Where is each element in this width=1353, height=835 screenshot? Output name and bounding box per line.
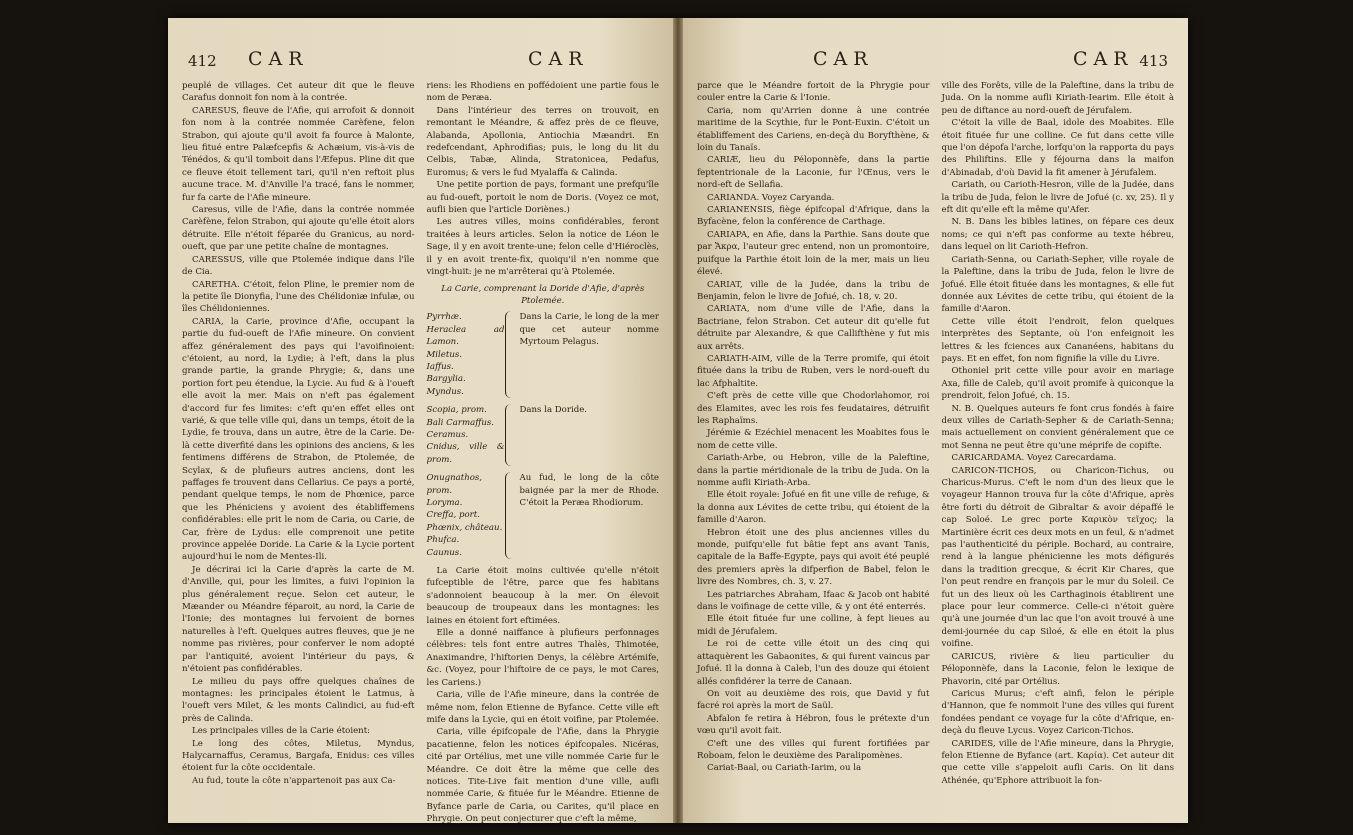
group-description: Au fud, le long de la côte baignée par la mer de Rhode. C'étoit la Peræa Rhodiorum. <box>519 473 659 508</box>
paragraph: Les principales villes de la Carie étoient: <box>192 726 371 737</box>
paragraph: CARIA, la Carie, province d'Afie, occupant la partie du fud-oueft de l'Afie mineure. On convient affez généralement des pays qui l'avoifinoient: c'étoient, au nord, la Lydie; à l'eft, dans la plus grande partie, la grande Phrygie; &, dans une portion fort peu étendue, la Lycie. Au fud & à l'oueft elle avoit la mer. Mais on n'eft pas également d'accord fur fes limites: c'eft qu'en effet elles ont varié, & que telle ville qui, dans un temps, étoit de la Lydie, fe trouva, dans un autre, être de la Carie. De-là cette diverfité dans les opinions des anciens, & les fentimens différens de Strabon, de Ptolemée, de Scylax, & de plufieurs autres anciens, dont les paffages fe trouvent dans Cellarius. Ce pays a porté, pendant quelque temps, le nom de Phœnice, parce que les Phéniciens y avoient des établiffemens confidérables: elle prit le nom de Caria, ou Carie, de Car, frère de Lydus: elle comprenoit une petite province appelée Doride. La Carie & la Lycie portent aujourd'hui le nom de Mentes-Ili. <box>182 316 415 563</box>
paragraph: ville des Forêts, ville de la Paleftine, dans la tribu de Juda. On la nomme aufli Kiriath-Iearim. Elle étoit à peu de diftance au nord-oueft de Jérufalem. <box>941 81 1174 116</box>
paragraph: Caria, ville épifcopale de l'Afie, dans la Phrygie pacatienne, felon les notices épifcopales. Nicéras, cité par Ortélius, met une ville nommée Carie fur le Méandre. Ce doit être la même que celle des notices. Tite-Live fait mention d'une ville, aufli nommée Carie, & fituée fur le Méandre. Etienne de Byfance parle de Caria, ou Carites, qu'il place en Phrygie. On peut conjecturer que c'eft la même, <box>426 727 659 825</box>
city-name: Myndus. <box>426 386 464 397</box>
book-gutter <box>673 18 683 823</box>
city-name: Bali Carmaffus. <box>426 417 495 428</box>
brace <box>505 311 516 398</box>
paragraph: Dans l'intérieur des terres on trouvoit, en remontant le Méandre, & affez près de ce fleuve, Alabanda, Apollonia, Antiochia Mæandri. En redefcendant, Aphrodifias; puis, le long du lit du Celbis, Tabæ, Alinda, Stratonicea, Pedafus, Euromus; & vers le fud Myalaffa & Calinda. <box>426 105 659 178</box>
paragraph: CARESSUS, ville que Ptolemée indique dans l'île de Cia. <box>182 254 415 278</box>
city-name: Loryma. <box>426 498 463 508</box>
paragraph: Caria, ville de l'Afie mineure, dans la contrée de même nom, felon Etienne de Byfance. Cette ville eft mife dans la Lycie, qui en étoit voifine, par Ptolemée. <box>426 690 659 725</box>
paragraph: CARIAPA, en Afie, dans la Parthie. Sans doute que par Ἄκρα, l'auteur grec entend, non un promontoire, puifque la Parthie étoit loin de la mer, mais un lieu élevé. <box>697 229 930 278</box>
paragraph: Cette ville étoit l'endroit, felon quelques interprètes des Septante, où l'on enfeignoit les lettres & les fciences aux Cananéens, habitans du pays. Et en effet, fon nom fignifie la ville du Livre. <box>941 316 1174 364</box>
ptolemy-list-title: La Carie, comprenant la Doride d'Afie, d'après Ptolemée. <box>441 283 645 306</box>
city-name: Caunus. <box>426 547 462 558</box>
running-head-right: CAR <box>1073 48 1134 70</box>
paragraph: CARIANENSIS, fiège épifcopal d'Afrique, dans la Byfacène, felon la conférence de Carthage. <box>697 205 930 228</box>
right-page-header <box>703 48 1168 74</box>
city-name: Miletus. <box>426 349 463 360</box>
city-name: Phufca. <box>426 535 460 546</box>
running-head-left: CAR <box>813 48 874 70</box>
paragraph: Othoniel prit cette ville pour avoir en mariage Axa, fille de Caleb, qu'il avoit promife à quiconque la prendroit, felon Jofué, ch. 15. <box>941 366 1174 402</box>
right-page <box>683 18 1188 823</box>
group-description: Dans la Carie, le long de la mer que cet auteur nomme Myrtoum Pelagus. <box>519 312 659 348</box>
city-name: Onugnathos, prom. <box>426 473 483 496</box>
paragraph: Jérémie & Ezéchiel menacent les Moabites fous le nom de cette ville. <box>697 428 930 451</box>
paragraph: Cariath, ou Carioth-Hesron, ville de la Judée, dans la tribu de Juda, felon le livre de Jofué (c. xv, 25). Il y eft dit qu'elle eft la même qu'Afer. <box>941 180 1174 216</box>
paragraph: CARICARDAMA. Voyez Carecardama. <box>951 453 1117 464</box>
paragraph: Le long des côtes, Miletus, Myndus, Halycarnaffus, Ceramus, Bargafa, Enidus: ces villes étoient fur la côte occidentale. <box>182 738 415 774</box>
city-name: Creffa, port. <box>426 510 480 521</box>
paragraph: C'étoit la ville de Baal, idole des Moabites. Elle étoit fituée fur une colline. Ce fut dans cette ville que l'on dépofa l'arche, lorfqu'on la rapporta du pays des Philiftins. Elle y féjourna dans la maifon d'Abinadab, d'où David la fit amener à Jérufalem. <box>941 118 1174 178</box>
paragraph: Je décrirai ici la Carie d'après la carte de M. d'Anville, qui, pour les limites, a fuivi l'opinion la plus généralement reçue. Selon cet auteur, le Mæander ou Méandre féparoit, au nord, la Carie de l'Ionie; des montagnes lui fervoient de bornes naturelles à l'eft. Quelques autres fleuves, que je ne nomme pas rivières, pour conferver le nom adopté par l'antiquité, avoient l'intérieur du pays, & n'étoient pas confidérables. <box>182 564 415 675</box>
paragraph: CARICUS, rivière & lieu particulier du Péloponnèfe, dans la Laconie, felon le lexique de Phavorin, cité par Ortélius. <box>941 651 1174 687</box>
paragraph: CARIÆ, lieu du Péloponnèfe, dans la partie feptentrionale de la Laconie, fur l'Œnus, vers le nord-eft de Sellafia. <box>697 155 930 191</box>
left-page-column-1 <box>182 80 415 813</box>
paragraph: Caria, nom qu'Arrien donne à une contrée maritime de la Scythie, fur le Pont-Euxin. C'étoit un établiffement des Cariens, en-deçà du Boryfthène, & loin du Tanaïs. <box>697 105 930 154</box>
running-head-right: CAR <box>528 48 589 70</box>
running-head-left: CAR <box>248 48 309 70</box>
paragraph: Abfalon fe retira à Hébron, fous le prétexte d'un vœu qu'il avoit fait. <box>697 713 930 737</box>
paragraph: On voit au deuxième des rois, que David y fut facré roi après la mort de Saül. <box>697 688 930 712</box>
paragraph: Les patriarches Abraham, Ifaac & Jacob ont habité dans le voifinage de cette ville, & y ont été enterrés. <box>697 589 930 613</box>
city-name: Cnidus, ville & prom. <box>426 442 505 465</box>
paragraph: CARIATH-AIM, ville de la Terre promife, qui étoit fituée dans la tribu de Ruben, vers le nord-oueft du lac Afphaltite. <box>697 353 930 389</box>
paragraph: Elle étoit fituée fur une colline, à fept lieues au midi de Jérufalem. <box>697 614 930 637</box>
paragraph: Une petite portion de pays, formant une prefqu'île au fud-oueft, portoit le nom de Doris. (Voyez ce mot, aufli bien que l'article Doriènes.) <box>426 180 659 216</box>
paragraph: Caresus, ville de l'Afie, dans la contrée nommée Carèfène, felon Strabon, qui ajoute qu'elle étoit alors détruite. Elle n'étoit féparée du Granicus, au nord-oueft, que par une petite chaîne de montagnes. <box>182 205 415 253</box>
paragraph: CARIAT, ville de la Judée, dans la tribu de Benjamin, felon le livre de Jofué, ch. 18, v. 20. <box>697 279 930 302</box>
paragraph: CARETHA. C'étoit, felon Pline, le premier nom de la petite île Dionyfia, l'une des Chélidoniæ infulæ, ou îles Chélidoniennes. <box>182 279 415 315</box>
left-page-column-2 <box>426 80 660 825</box>
city-group <box>427 404 660 466</box>
left-page <box>168 18 673 823</box>
city-group <box>427 472 660 559</box>
city-name: Iaffus. <box>426 361 454 372</box>
paragraph: riens: les Rhodiens en poffédoient une partie fous le nom de Peræa. <box>426 81 659 104</box>
city-name: Ceramus. <box>426 429 469 440</box>
paragraph: Elle a donné naiffance à plufieurs perfonnages célèbres: tels font entre autres Thalès, Thimotée, Anaximandre, l'hiftorien Denys, la célèbre Artémife, &c. (Voyez, pour l'hiftoire de ce pays, le mot Cares, les Cariens.) <box>426 628 659 688</box>
paragraph: N. B. Dans les bibles latines, on fépare ces deux noms; ce qui n'eft pas conforme au texte hébreu, dans lequel on lit Carioth-Hefron. <box>941 217 1174 253</box>
city-group <box>427 311 660 398</box>
paragraph: C'eft une des villes qui furent fortifiées par Roboam, felon le deuxième des Paralipomènes. <box>697 738 930 761</box>
paragraph: Cariat-Baal, ou Cariath-Iarim, ou la <box>707 763 862 774</box>
paragraph: N. B. Quelques auteurs fe font crus fondés à faire deux villes de Cariath-Sepher & de Cariath-Senna; mais actuellement on convient généralement que ce mot Senna ne peut être qu'une méprife de copifte. <box>941 403 1174 451</box>
paragraph: Les autres villes, moins confidérables, feront traitées à leurs articles. Selon la notice de Léon le Sage, il y en avoit trente-une; felon celle d'Hiéroclès, il y en avoit trente-fix, quoiqu'il n'en nomme que vingt-huit: je ne m'arrêterai qu'à Ptolemée. <box>426 217 659 278</box>
paragraph: CARIANDA. Voyez Caryanda. <box>707 192 835 203</box>
city-name: Pyrrhæ. <box>426 312 462 323</box>
paragraph: CARIATA, nom d'une ville de l'Afie, dans la Bactriane, felon Strabon. Cet auteur dit qu'elle fut détruite par Alexandre, & que Callifthène y fut mis aux arrêts. <box>697 304 930 352</box>
paragraph: Au fud, toute la côte n'appartenoit pas aux Ca- <box>192 775 396 786</box>
left-page-header <box>188 48 653 74</box>
paragraph: Hebron étoit une des plus anciennes villes du monde, puifqu'elle fut bâtie fept ans avant Tanis, capitale de la Baffe-Egypte, pays qui avoit été peuplé des premiers après la difperfion de Babel, felon le livre des Nombres, ch. 3, v. 27. <box>697 527 930 588</box>
paragraph: CARICON-TICHOS, ou Charicon-Tichus, ou Charicus-Murus. C'eft le nom d'un des lieux que le voyageur Hannon trouva fur la côte d'Afrique, après être forti du détroit de Gibraltar & avoir dépaffé le cap Soloé. Le grec porte Καρικὸν τεῖχος; la Martinière écrit ces deux mots en un feul, & n'admet pas l'authenticité du périple. Bochard, au contraire, rend à la langue phénicienne les mots défigurés dans la tradition grecque, & écrit Kir Chares, que l'on peut rendre en françois par le mur du Soleil. Ce fut un des lieux où les Carthaginois établirent une place pour leur commerce. Celle-ci n'étoit guère qu'à une journée d'un lac que l'on avoit trouvé à une demi-journée du cap Siloé, & elle en étoit la plus voifine. <box>941 465 1174 650</box>
paragraph: CARESUS, fleuve de l'Afie, qui arrofoit & donnoit fon nom à la contrée nommée Carèfene, felon Strabon, qui ajoute qu'il avoit fa fource à Malonte, lieu fitué entre Palæfcepfis & Achæium, vis-à-vis de Ténédos, & qu'il tomboit dans l'Æfepus. Pline dit que ce fleuve étoit tellement tari, qu'il n'en reftoit plus aucune trace. M. d'Anville l'a tracé, fans le nommer, fur fa carte de l'Afie mineure. <box>182 105 415 203</box>
paragraph: Caricus Murus; c'eft ainfi, felon le périple d'Hannon, que fe nommoit l'une des villes qui furent fondées pendant ce voyage fur la côte d'Afrique, en-deçà du fleuve Lycus. Voyez Caricon-Tichos. <box>941 688 1174 737</box>
page-number: 413 <box>1139 52 1168 70</box>
paragraph: CARIDES, ville de l'Afie mineure, dans la Phrygie, felon Etienne de Byfance (art. Καρία). Cet auteur dit que cette ville s'appeloit aufli Caris. On lit dans Athénée, qu'Ephore attribuoit la fon- <box>941 738 1174 786</box>
group-description: Dans la Doride. <box>519 405 588 416</box>
brace <box>505 404 516 466</box>
right-page-column-2 <box>942 80 1175 813</box>
paragraph: parce que le Méandre fortoit de la Phrygie pour couler entre la Carie & l'Ionie. <box>697 81 930 104</box>
paragraph: Elle étoit royale: Jofué en fit une ville de refuge, & la donna aux Lévites de cette tribu, qui étoient de la famille d'Aaron. <box>697 490 930 526</box>
paragraph: Cariath-Arbe, ou Hebron, ville de la Paleftine, dans la partie méridionale de la tribu de Juda. On la nomme aufli Kiriath-Arba. <box>697 453 930 488</box>
paragraph: C'eft près de cette ville que Chodorlahomor, roi des Elamites, avec les rois fes feudataires, détruifit les Raphaïms. <box>697 391 930 426</box>
paragraph: Le milieu du pays offre quelques chaînes de montagnes: les principales étoient le Latmus, à l'oueft vers Milet, & les monts Calindici, au fud-eft près de Calinda. <box>182 676 415 724</box>
right-page-column-1 <box>697 80 930 813</box>
open-book <box>168 18 1188 823</box>
brace <box>505 472 516 559</box>
paragraph: Cariath-Senna, ou Cariath-Sepher, ville royale de la Paleftine, dans la tribu de Juda, felon le livre de Jofué. Elle étoit fituée dans les montagnes, & elle fut donnée aux Lévites de cette tribu, qui étoient de la famille d'Aaron. <box>941 254 1174 315</box>
city-name: Bargylia. <box>426 374 466 385</box>
page-number: 412 <box>188 52 217 70</box>
city-name: Phœnix, château. <box>426 522 503 533</box>
city-name: Heraclea ad Lamon. <box>426 324 505 348</box>
paragraph: peuplé de villages. Cet auteur dit que le fleuve Carafus donnoit fon nom à la contrée. <box>182 81 415 104</box>
city-name: Scopia, prom. <box>426 405 487 416</box>
paragraph: Le roi de cette ville étoit un des cinq qui attaquèrent les Gabaonites, & qui furent vaincus par Jofué. Il la donna à Caleb, l'un des douze qui étoient allés confidérer la terre de Canaan. <box>697 639 930 687</box>
paragraph: La Carie étoit moins cultivée qu'elle n'étoit fufceptible de l'être, parce que fes habitans s'adonnoient beaucoup à la mer. On élevoit beaucoup de troupeaux dans les montagnes: les laines en étoient fort eftimées. <box>426 566 659 626</box>
